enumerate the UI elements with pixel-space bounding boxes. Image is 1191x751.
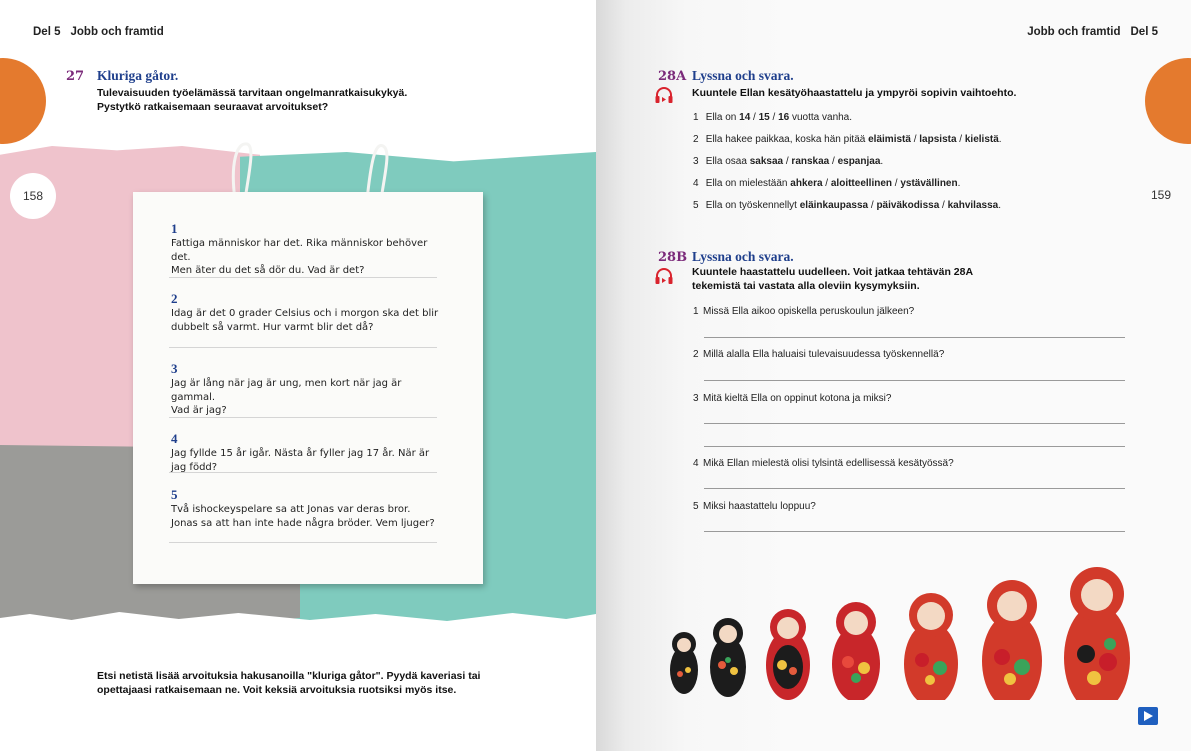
exercise-number: 27 [66,69,85,84]
riddle-1: 1 Fattiga människor har det. Rika människor behöver det. Men äter du det så dör du. Vad är det? [171,221,428,276]
option[interactable]: espanjaa [837,156,881,167]
doll [982,580,1042,700]
option[interactable]: kahvilassa [947,200,999,211]
answer-line[interactable] [704,531,1125,532]
option[interactable]: saksaa [749,156,784,167]
exercise-instruction: Kuuntele haastattelu uudelleen. Voit jatkaa tehtävän 28A tekemistä tai vastata alla oleviin kysymyksiin. [692,266,974,292]
divider [169,417,437,418]
option[interactable]: 15 [758,112,770,123]
divider [169,542,437,543]
doll [670,632,698,694]
running-head-right [1027,26,1158,38]
paper-bag [133,192,483,584]
choice-item-3: 3 Ella osaa saksaa / ranskaa / espanjaa. [693,156,884,167]
choice-item-2: 2 Ella hakee paikkaa, koska hän pitää eläimistä / lapsista / kielistä. [693,134,1002,145]
exercise-number: 28B [658,250,688,265]
option[interactable]: ystävällinen [900,178,958,189]
publisher-logo-icon [1138,707,1158,725]
option[interactable]: päiväkodissa [876,200,940,211]
exercise-instruction: Tulevaisuuden työelämässä tarvitaan ongelmanratkaisukykyä. Pystytkö ratkaisemaan seuraavat arvoitukset? [97,87,408,113]
paper-collage-photo [0,140,596,640]
choice-item-4: 4 Ella on mielestään ahkera / aloitteellinen / ystävällinen. [693,178,961,189]
question-2: 2 Millä alalla Ella haluaisi tulevaisuudessa työskennellä? [693,349,945,360]
doll [1064,567,1130,700]
doll [832,602,880,700]
riddle-4: 4 Jag fyllde 15 år igår. Nästa år fyller jag 17 år. När är jag född? [171,431,430,473]
exercise-title: Lyssna och svara. [692,249,794,264]
exercise-title: Kluriga gåtor. [97,68,179,83]
right-page [596,0,1191,751]
question-3: 3 Mitä kieltä Ella on oppinut kotona ja miksi? [693,393,892,404]
riddle-3: 3 Jag är lång när jag är ung, men kort när jag är gammal. Vad är jag? [171,361,402,416]
option[interactable]: kielistä [964,134,999,145]
question-4: 4 Mikä Ellan mielestä olisi tylsintä edellisessä kesätyössä? [693,458,954,469]
question-5: 5 Miksi haastattelu loppuu? [693,501,816,512]
footer-instruction: Etsi netistä lisää arvoituksia hakusanoilla "kluriga gåtor". Pyydä kaveriasi tai opettajaasi ratkaisemaan ne. Voit keksiä arvoituksia ruotsiksi myös itse. [97,670,481,696]
choice-item-1: 1 Ella on 14 / 15 / 16 vuotta vanha. [693,112,853,123]
answer-line[interactable] [704,380,1125,381]
option[interactable]: ranskaa [791,156,830,167]
divider [169,347,437,348]
doll [710,618,746,697]
riddle-5: 5 Två ishockeyspelare sa att Jonas var deras bror. Jonas sa att han inte hade några bröder. Vem ljuger? [171,487,435,529]
part-label: Del 5 [33,26,61,38]
running-head-left [33,26,174,38]
option[interactable]: eläinkaupassa [799,200,869,211]
doll [904,593,958,700]
headphones-icon[interactable] [654,86,674,104]
option[interactable]: aloitteellinen [830,178,892,189]
divider [169,472,437,473]
matryoshka-dolls-image [656,560,1136,700]
part-label: Del 5 [1130,26,1158,38]
riddle-2: 2 Idag är det 0 grader Celsius och i morgon ska det blir dubbelt så varmt. Hur varmt blir det då? [171,291,439,333]
option[interactable]: lapsista [919,134,957,145]
page-number: 159 [1150,188,1171,202]
chapter-title: Jobb och framtid [70,26,164,38]
orange-tab [1145,58,1191,144]
option[interactable]: ahkera [790,178,823,189]
option[interactable]: 14 [739,112,751,123]
divider [169,277,437,278]
headphones-icon[interactable] [654,267,674,285]
option[interactable]: eläimistä [868,134,911,145]
exercise-number: 28A [658,69,687,84]
doll [766,609,810,700]
choice-item-5: 5 Ella on työskennellyt eläinkaupassa / päiväkodissa / kahvilassa. [693,200,1001,211]
page-number: 158 [10,173,56,219]
chapter-title: Jobb och framtid [1027,26,1121,38]
answer-line[interactable] [704,446,1125,447]
answer-line[interactable] [704,337,1125,338]
option[interactable]: 16 [778,112,790,123]
answer-line[interactable] [704,488,1125,489]
exercise-instruction: Kuuntele Ellan kesätyöhaastattelu ja ympyröi sopivin vaihtoehto. [692,87,1017,99]
exercise-title: Lyssna och svara. [692,68,794,83]
answer-line[interactable] [704,423,1125,424]
question-1: 1 Missä Ella aikoo opiskella peruskoulun jälkeen? [693,306,915,317]
orange-tab [0,58,46,144]
